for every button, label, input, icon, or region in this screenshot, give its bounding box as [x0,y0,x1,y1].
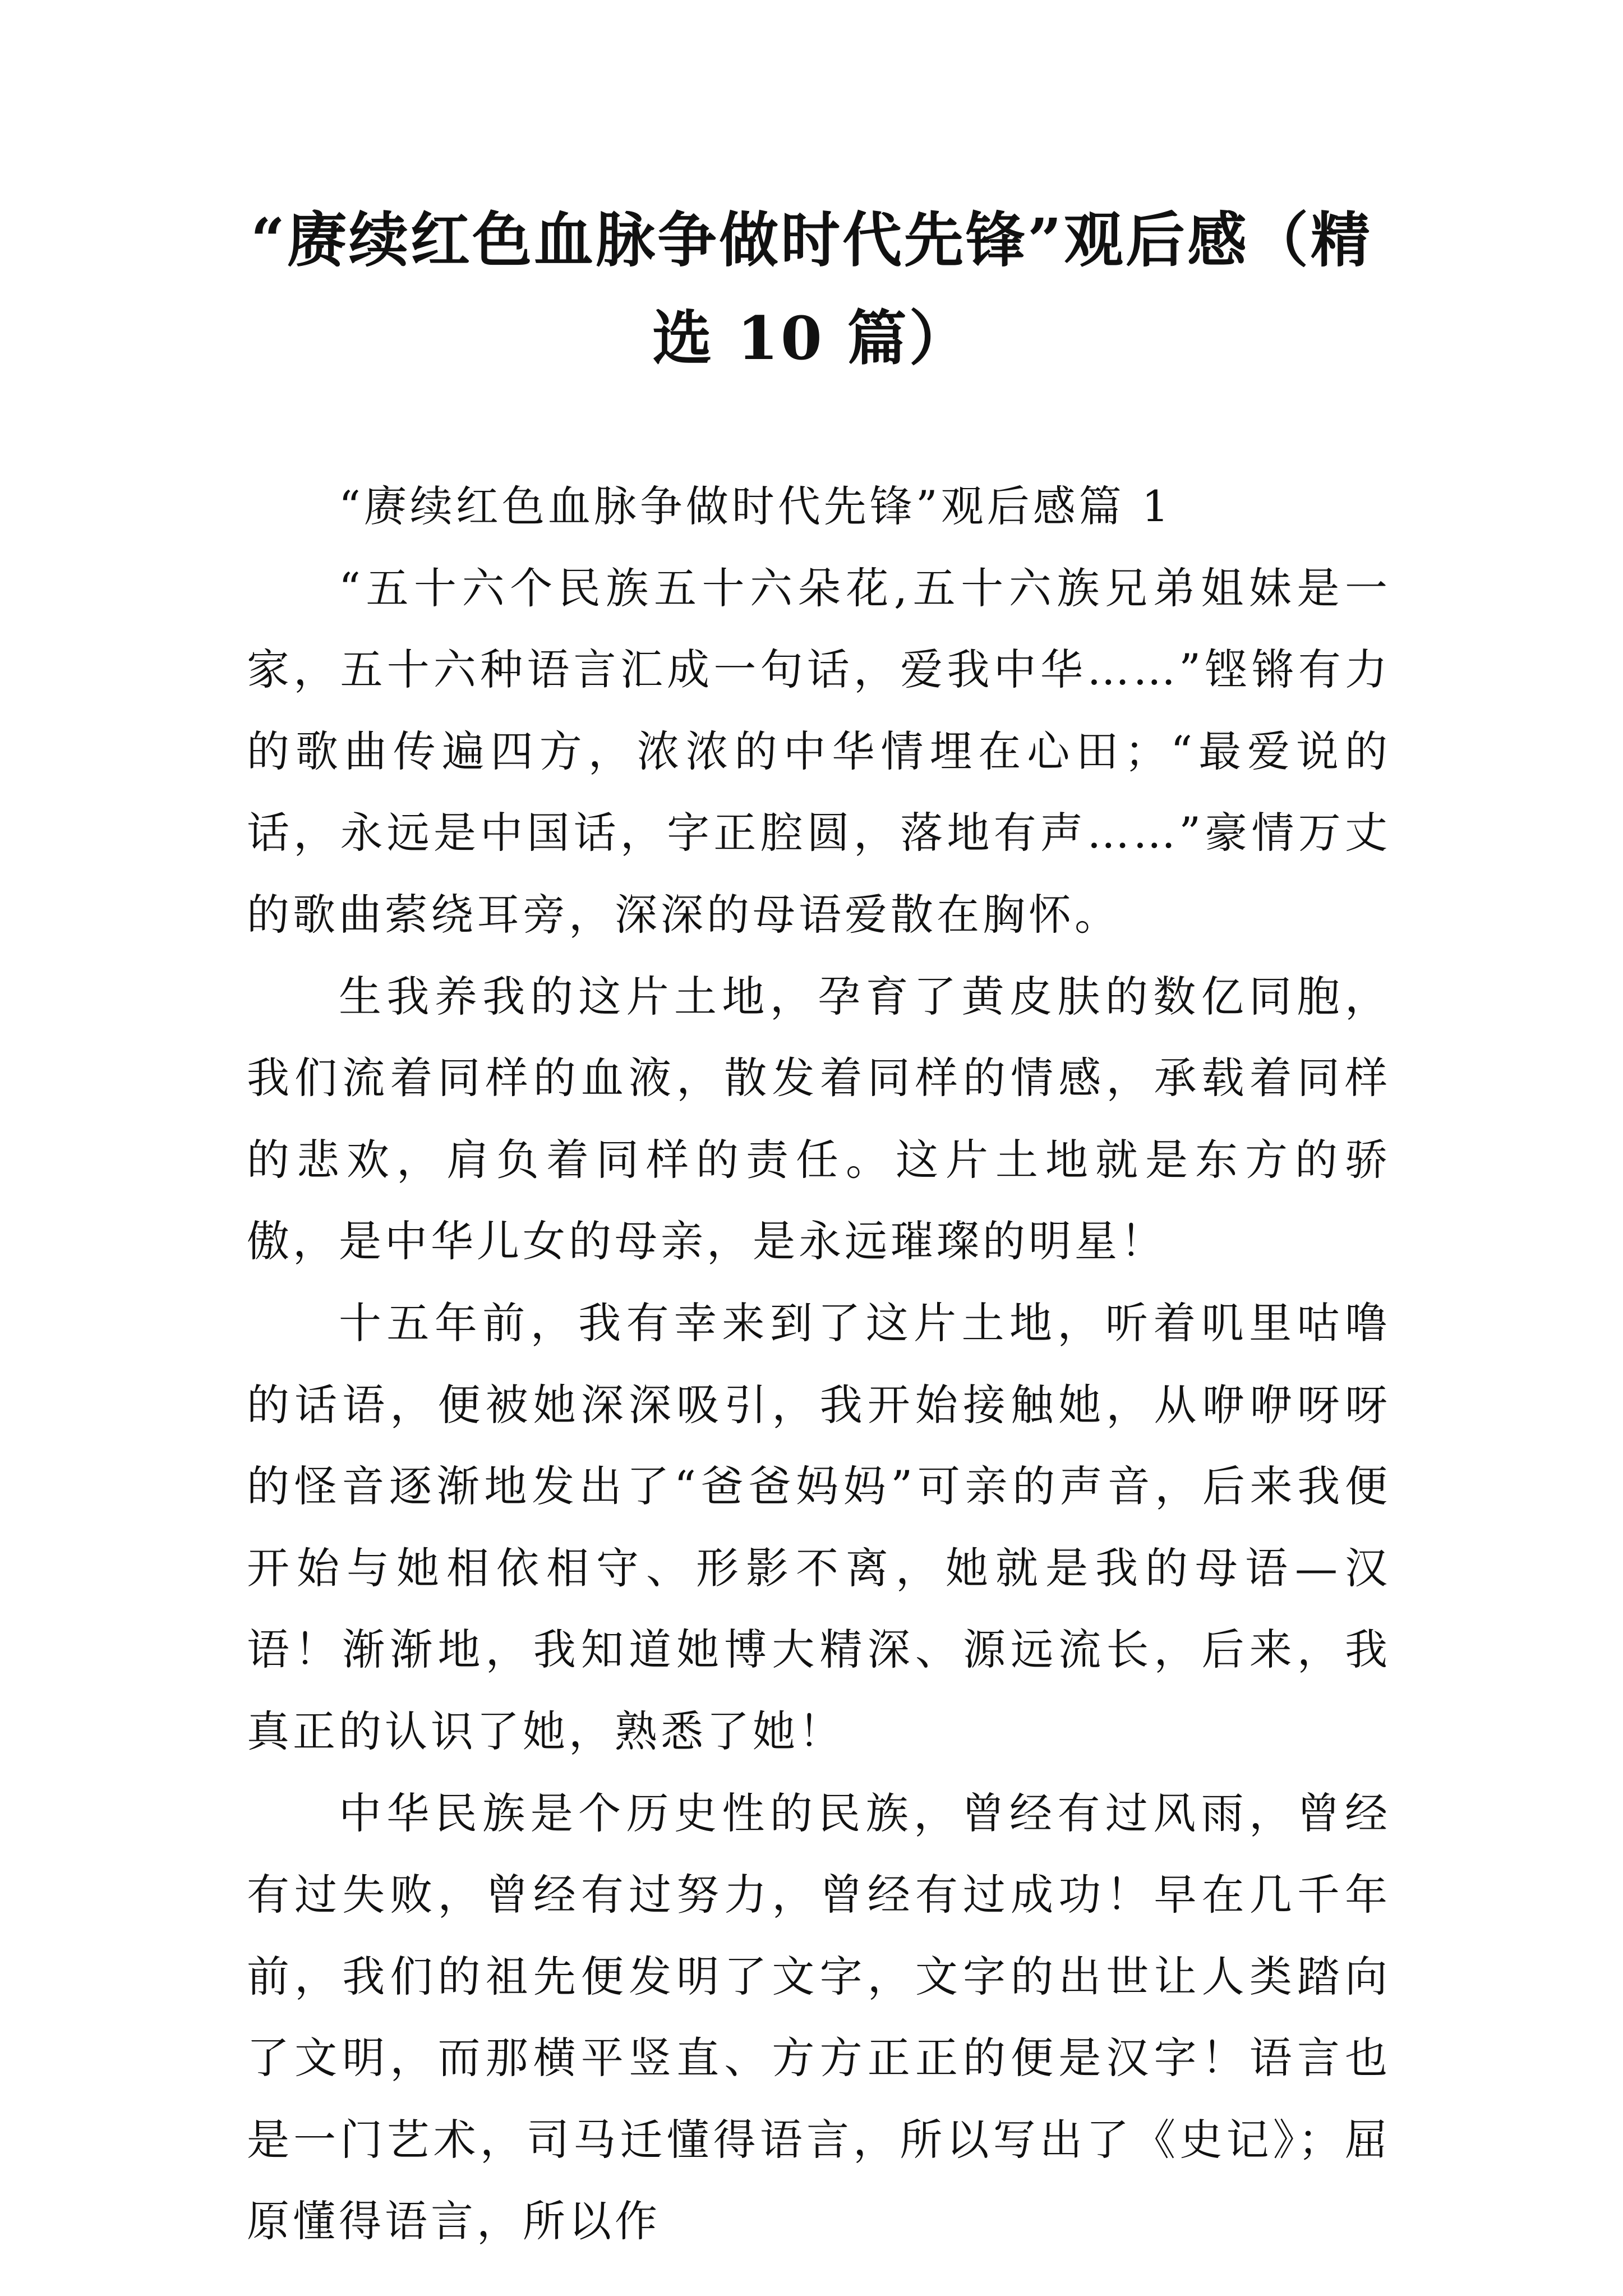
document-body [247,466,1391,2262]
paragraph-4: 中华民族是个历史性的民族，曾经有过风雨，曾经有过失败，曾经有过努力，曾经有过成功！早在几千年前，我们的祖先便发明了文字，文字的出世让人类踏向了文明，而那横平竖直、方方正正的便是汉字！语言也是一门艺术，司马迁懂得语言，所以写出了《史记》；屈原懂得语言，所以作 [247,1788,1391,2247]
paragraph-2: 生我养我的这片土地，孕育了黄皮肤的数亿同胞，我们流着同样的血液，散发着同样的情感，承载着同样的悲欢，肩负着同样的责任。这片土地就是东方的骄傲，是中华儿女的母亲，是永远璀璨的明星！ [247,971,1391,1267]
paragraph-1: “五十六个民族五十六朵花,五十六族兄弟姐妹是一家，五十六种语言汇成一句话，爱我中华……”铿锵有力的歌曲传遍四方，浓浓的中华情埋在心田；“最爱说的话，永远是中国话，字正腔圆，落地有声……”豪情万丈的歌曲萦绕耳旁，深深的母语爱散在胸怀。 [247,563,1391,940]
title-line-2: 选 10 篇） [652,303,971,373]
document-title [213,191,1410,387]
title-line-1: “赓续红色血脉争做时代先锋”观后感（精 [251,205,1372,275]
section-heading: “赓续红色血脉争做时代先锋”观后感篇 1 [339,481,1173,531]
paragraph-3: 十五年前，我有幸来到了这片土地，听着叽里咕噜的话语，便被她深深吸引，我开始接触她，从咿咿呀呀的怪音逐渐地发出了“爸爸妈妈”可亲的声音，后来我便开始与她相依相守、形影不离，她就是我的母语—汉语！渐渐地，我知道她博大精深、源远流长，后来，我真正的认识了她，熟悉了她！ [247,1297,1391,1756]
